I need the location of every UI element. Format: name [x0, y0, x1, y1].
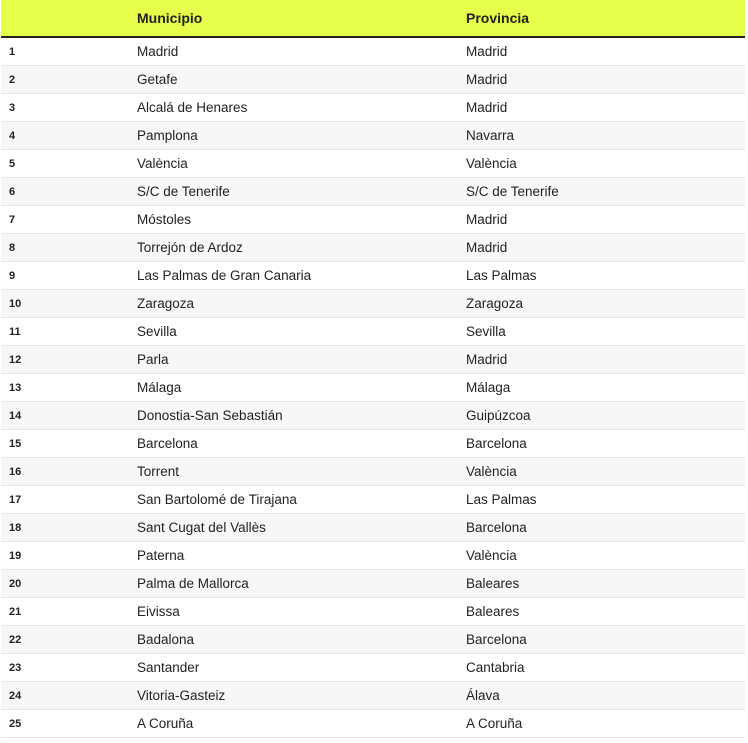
table-row — [1, 346, 745, 374]
municipio-cell: Zaragoza — [137, 290, 466, 318]
provincia-cell: Baleares — [466, 570, 745, 598]
provincia-cell: A Coruña — [466, 710, 745, 738]
municipios-table — [1, 0, 745, 738]
table-header — [1, 0, 745, 37]
row-number: 22 — [1, 626, 137, 654]
municipio-cell: Badalona — [137, 626, 466, 654]
header-municipio[interactable]: Municipio — [137, 0, 466, 37]
municipio-cell: Vitoria-Gasteiz — [137, 682, 466, 710]
provincia-cell: Madrid — [466, 66, 745, 94]
table-row — [1, 402, 745, 430]
header-number[interactable] — [1, 0, 137, 37]
provincia-cell: Barcelona — [466, 626, 745, 654]
provincia-cell: Málaga — [466, 374, 745, 402]
provincia-cell: Las Palmas — [466, 486, 745, 514]
table-row — [1, 430, 745, 458]
table-row — [1, 234, 745, 262]
provincia-cell: Sevilla — [466, 318, 745, 346]
row-number: 5 — [1, 150, 137, 178]
row-number: 19 — [1, 542, 137, 570]
provincia-cell: Guipúzcoa — [466, 402, 745, 430]
table-row — [1, 598, 745, 626]
provincia-cell: Madrid — [466, 37, 745, 66]
table-row — [1, 37, 745, 66]
municipio-cell: Parla — [137, 346, 466, 374]
municipio-cell: Málaga — [137, 374, 466, 402]
table-row — [1, 654, 745, 682]
municipio-cell: Alcalá de Henares — [137, 94, 466, 122]
table-row — [1, 318, 745, 346]
municipios-table-container — [1, 0, 745, 738]
row-number: 15 — [1, 430, 137, 458]
municipio-cell: S/C de Tenerife — [137, 178, 466, 206]
table-row — [1, 682, 745, 710]
row-number: 6 — [1, 178, 137, 206]
row-number: 20 — [1, 570, 137, 598]
provincia-cell: València — [466, 542, 745, 570]
municipio-cell: Torrejón de Ardoz — [137, 234, 466, 262]
municipio-cell: Las Palmas de Gran Canaria — [137, 262, 466, 290]
row-number: 4 — [1, 122, 137, 150]
municipio-cell: Eivissa — [137, 598, 466, 626]
municipio-cell: A Coruña — [137, 710, 466, 738]
provincia-cell: Baleares — [466, 598, 745, 626]
row-number: 9 — [1, 262, 137, 290]
row-number: 10 — [1, 290, 137, 318]
table-row — [1, 262, 745, 290]
row-number: 23 — [1, 654, 137, 682]
table-row — [1, 150, 745, 178]
municipio-cell: Torrent — [137, 458, 466, 486]
row-number: 24 — [1, 682, 137, 710]
provincia-cell: Barcelona — [466, 430, 745, 458]
table-row — [1, 710, 745, 738]
row-number: 1 — [1, 37, 137, 66]
municipio-cell: Sant Cugat del Vallès — [137, 514, 466, 542]
provincia-cell: València — [466, 458, 745, 486]
municipio-cell: San Bartolomé de Tirajana — [137, 486, 466, 514]
table-row — [1, 542, 745, 570]
municipio-cell: Barcelona — [137, 430, 466, 458]
row-number: 12 — [1, 346, 137, 374]
row-number: 17 — [1, 486, 137, 514]
table-row — [1, 178, 745, 206]
row-number: 21 — [1, 598, 137, 626]
provincia-cell: Navarra — [466, 122, 745, 150]
row-number: 25 — [1, 710, 137, 738]
table-body — [1, 37, 745, 738]
municipio-cell: Paterna — [137, 542, 466, 570]
provincia-cell: S/C de Tenerife — [466, 178, 745, 206]
table-row — [1, 458, 745, 486]
municipio-cell: Donostia-San Sebastián — [137, 402, 466, 430]
row-number: 2 — [1, 66, 137, 94]
municipio-cell: Madrid — [137, 37, 466, 66]
municipio-cell: Móstoles — [137, 206, 466, 234]
row-number: 16 — [1, 458, 137, 486]
municipio-cell: València — [137, 150, 466, 178]
provincia-cell: Barcelona — [466, 514, 745, 542]
table-row — [1, 122, 745, 150]
table-row — [1, 514, 745, 542]
row-number: 11 — [1, 318, 137, 346]
provincia-cell: Madrid — [466, 206, 745, 234]
table-row — [1, 290, 745, 318]
table-row — [1, 486, 745, 514]
provincia-cell: Cantabria — [466, 654, 745, 682]
provincia-cell: Madrid — [466, 234, 745, 262]
table-row — [1, 94, 745, 122]
provincia-cell: Zaragoza — [466, 290, 745, 318]
municipio-cell: Sevilla — [137, 318, 466, 346]
row-number: 14 — [1, 402, 137, 430]
table-row — [1, 374, 745, 402]
header-provincia[interactable]: Provincia — [466, 0, 745, 37]
row-number: 8 — [1, 234, 137, 262]
table-row — [1, 570, 745, 598]
row-number: 3 — [1, 94, 137, 122]
provincia-cell: València — [466, 150, 745, 178]
row-number: 13 — [1, 374, 137, 402]
provincia-cell: Madrid — [466, 346, 745, 374]
provincia-cell: Las Palmas — [466, 262, 745, 290]
header-row — [1, 0, 745, 37]
provincia-cell: Álava — [466, 682, 745, 710]
municipio-cell: Palma de Mallorca — [137, 570, 466, 598]
municipio-cell: Santander — [137, 654, 466, 682]
municipio-cell: Getafe — [137, 66, 466, 94]
table-row — [1, 206, 745, 234]
municipio-cell: Pamplona — [137, 122, 466, 150]
row-number: 7 — [1, 206, 137, 234]
row-number: 18 — [1, 514, 137, 542]
table-row — [1, 66, 745, 94]
table-row — [1, 626, 745, 654]
provincia-cell: Madrid — [466, 94, 745, 122]
